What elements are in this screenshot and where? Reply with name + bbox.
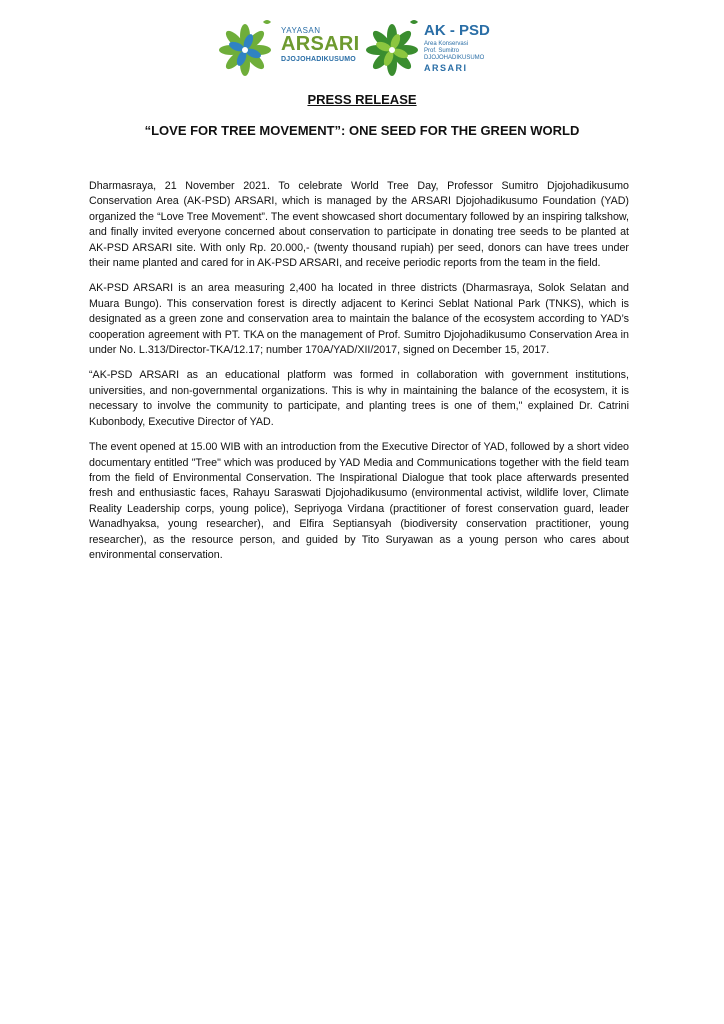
paragraph: The event opened at 15.00 WIB with an introduction from the Executive Director of YAD, followed by a short video documentary entitled "Tree" which was produced by YAD Media and Communications together with the field team from the field of Environmental Conservation. The Inspirational Dialogue that took place afterwards presented fresh and enthusiastic faces, Rahayu Saraswati Djojohadikusumo (environmental activist, wildlife lover, Climate Reality Leadership corps, young police), Sepriyoga Virdana (practitioner of forest conservation guard, leader Wanadhyaksa, young researcher), and Elfira Septiansyah (biodiversity conservation practitioner, young researcher), as the resource person, and guided by Tito Suryawan as a young person who cares about environmental conservation. [89,441,629,561]
yad-logo [215,16,375,82]
akpsd-logo-line1: AK - PSD [424,22,490,39]
paragraph: “AK-PSD ARSARI as an educational platform was formed in collaboration with government institutions, universities, and non-governmental organizations. This is why in maintaining the balance of the ecosystem, it is necessary to involve the community to participate, and planting trees is one of them," explained Dr. Catrini Kubonbody, Executive Director of YAD. [89,369,629,428]
akpsd-logo-line2: Area Konservasi [424,41,469,47]
akpsd-logo-line5: ARSARI [424,63,468,73]
page-title: “LOVE FOR TREE MOVEMENT”: ONE SEED FOR THE GREEN WORLD [144,123,580,138]
paragraph: Dharmasraya, 21 November 2021. To celebrate World Tree Day, Professor Sumitro Djojohadikusumo Conservation Area (AK-PSD) ARSARI, which is managed by the ARSARI Djojohadikusumo Foundation (YAD) organized the “Love Tree Movement”. The event showcased short documentary followed by an inspiring talkshow, and finally invited everyone concerned about conservation to participate in donating tree seeds to be planted at AK-PSD ARSARI site. With only Rp. 20.000,- (twenty thousand rupiah) per seed, donors can have trees under their name planted and cared for in AK-PSD ARSARI, and receive periodic reports from the team in the field. [89,180,629,270]
akpsd-logo-sub [424,41,484,62]
akpsd-logo-line3: Prof. Sumitro [424,48,460,54]
document-body [89,179,629,573]
yad-flower-icon [215,16,277,80]
yad-logo-line1: YAYASAN [281,26,321,35]
yad-logo-line2: ARSARI [281,33,360,55]
akpsd-flower-icon [362,16,424,80]
logo-bar [0,16,724,86]
press-release-label: PRESS RELEASE [307,92,417,107]
paragraph: AK-PSD ARSARI is an area measuring 2,400 ha located in three districts (Dharmasraya, Solok Selatan and Muara Bungo). This conservation forest is directly adjacent to Kerinci Seblat National Park (TNKS), which is designated as a green zone and conservation area to maintain the balance of the ecosystem according to YAD’s cooperation agreement with PT. TKA on the management of Prof. Sumitro Djojohadikusumo Conservation Area in under No. L.313/Director-TKA/12.17; number 170A/YAD/XII/2017, signed on December 15, 2017. [89,282,629,357]
akpsd-logo [362,16,512,82]
akpsd-logo-line4: DJOJOHADIKUSUMO [424,55,485,61]
yad-logo-line3: DJOJOHADIKUSUMO [281,56,356,63]
